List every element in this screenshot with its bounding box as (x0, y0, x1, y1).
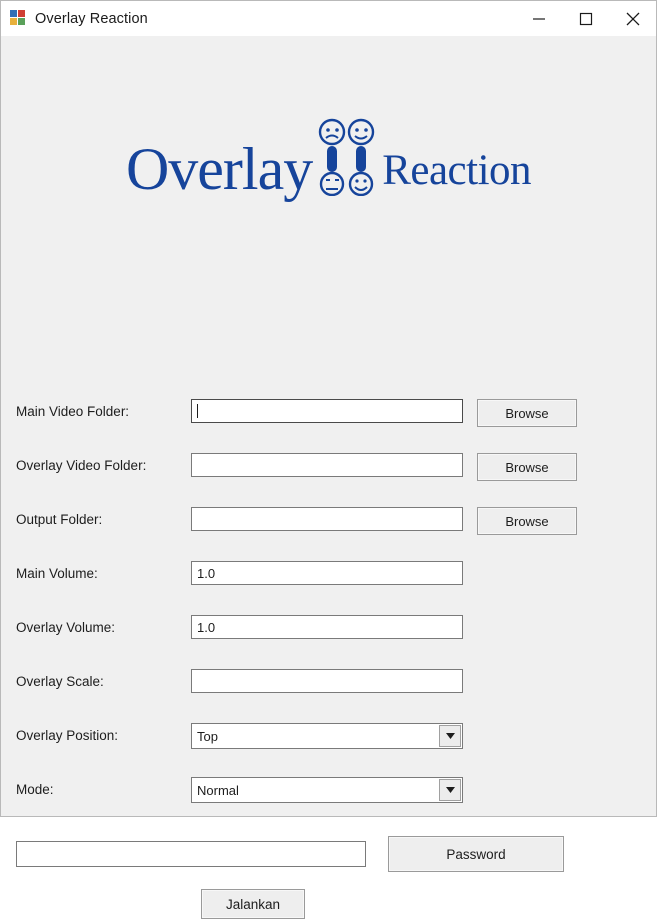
row-overlay-video-folder (16, 453, 641, 481)
row-main-volume (16, 561, 641, 585)
password-input[interactable] (16, 841, 366, 867)
window-controls (515, 1, 656, 36)
password-button[interactable]: Password (388, 836, 564, 872)
close-button[interactable] (609, 1, 656, 36)
input-main-video-folder[interactable] (191, 399, 463, 423)
logo-banner (1, 36, 656, 202)
window-title: Overlay Reaction (35, 10, 148, 27)
row-main-video-folder (16, 399, 641, 427)
label-main-video-folder: Main Video Folder: (16, 404, 130, 419)
logo-faces-icon (314, 118, 380, 196)
label-overlay-volume: Overlay Volume: (16, 620, 116, 635)
input-main-volume[interactable]: 1.0 (191, 561, 463, 585)
title-bar (1, 1, 656, 36)
input-overlay-video-folder[interactable] (191, 453, 463, 477)
label-overlay-video-folder: Overlay Video Folder: (16, 458, 147, 473)
row-overlay-position (16, 723, 641, 749)
row-mode (16, 777, 641, 803)
label-mode: Mode: (16, 782, 54, 797)
label-main-volume: Main Volume: (16, 566, 98, 581)
app-logo-icon (10, 10, 27, 27)
label-overlay-position: Overlay Position: (16, 728, 119, 743)
chevron-down-icon[interactable] (439, 779, 461, 801)
logo-word-overlay: Overlay (125, 136, 313, 202)
chevron-down-icon[interactable] (439, 725, 461, 747)
select-mode-value: Normal (197, 782, 239, 798)
minimize-button[interactable] (515, 1, 562, 36)
row-overlay-volume (16, 615, 641, 639)
maximize-button[interactable] (562, 1, 609, 36)
run-button[interactable]: Jalankan (201, 889, 305, 919)
browse-main-video-folder-button[interactable]: Browse (477, 399, 577, 427)
label-overlay-scale: Overlay Scale: (16, 674, 104, 689)
select-overlay-position-value: Top (197, 728, 218, 744)
label-output-folder: Output Folder: (16, 512, 103, 527)
row-overlay-scale (16, 669, 641, 693)
browse-overlay-video-folder-button[interactable]: Browse (477, 453, 577, 481)
browse-output-folder-button[interactable]: Browse (477, 507, 577, 535)
input-output-folder[interactable] (191, 507, 463, 531)
input-overlay-volume[interactable]: 1.0 (191, 615, 463, 639)
input-overlay-scale[interactable] (191, 669, 463, 693)
row-output-folder (16, 507, 641, 535)
select-overlay-position[interactable] (191, 723, 463, 749)
select-mode[interactable] (191, 777, 463, 803)
row-password (16, 836, 641, 872)
logo-word-reaction: Reaction (382, 147, 532, 194)
